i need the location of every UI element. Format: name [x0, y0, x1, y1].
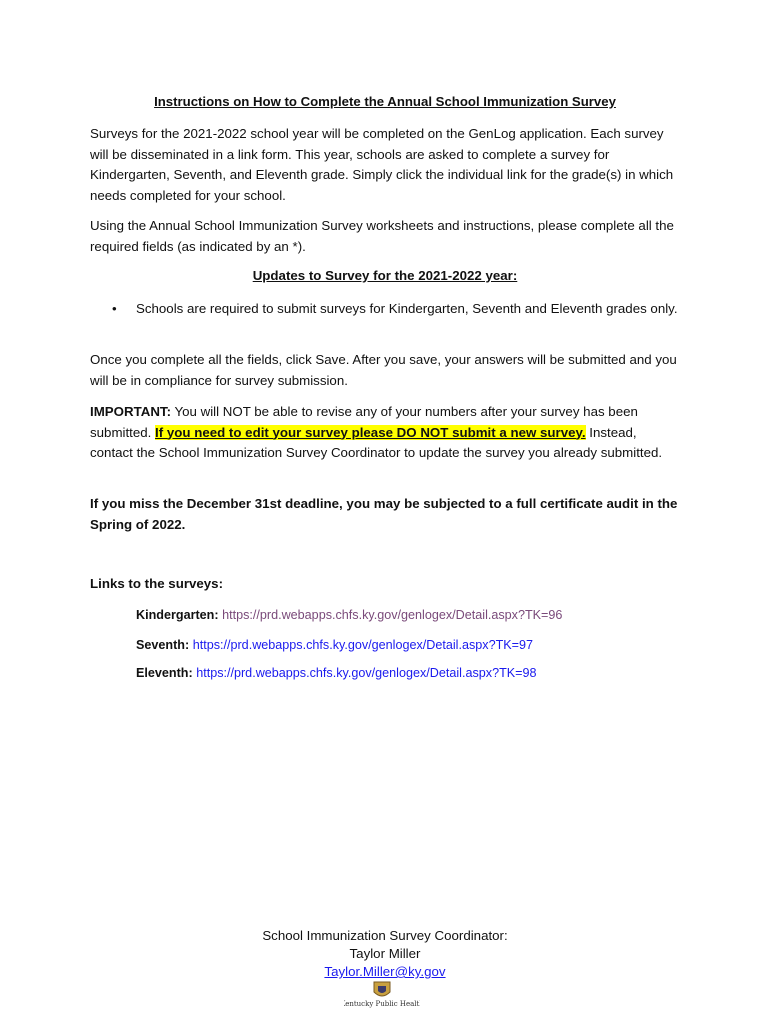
kentucky-public-health-logo: [344, 980, 420, 1012]
links-heading: Links to the surveys:: [90, 576, 224, 591]
seventh-survey-link[interactable]: https://prd.webapps.chfs.ky.gov/genlogex/Detail.aspx?TK=97: [192, 638, 534, 652]
worksheet-paragraph: Using the Annual School Immunization Survey worksheets and instructions, please complete all the required fields (as indicated by an *).: [90, 218, 674, 254]
link-row-kindergarten: [136, 608, 562, 622]
important-text-before: You will NOT be able to revise any of your numbers after your survey has been submitted.: [90, 404, 638, 440]
deadline-paragraph: If you miss the December 31st deadline, you may be subjected to a full certificate audit in the Spring of 2022.: [90, 496, 678, 532]
coordinator-name: Taylor Miller: [349, 946, 421, 961]
important-label: IMPORTANT:: [90, 404, 172, 419]
updates-heading: Updates to Survey for the 2021-2022 year:: [252, 268, 518, 283]
link-label-eleventh: Eleventh:: [136, 666, 193, 680]
important-highlight: If you need to edit your survey please DO NOT submit a new survey.: [155, 424, 586, 440]
eleventh-survey-link[interactable]: https://prd.webapps.chfs.ky.gov/genlogex/Detail.aspx?TK=98: [196, 666, 537, 680]
logo-text: Kentucky Public Health: [344, 1000, 420, 1008]
important-paragraph: [90, 402, 682, 464]
intro-paragraph: Surveys for the 2021-2022 school year will be completed on the GenLog application. Each survey will be disseminated in a link form. This year, schools are asked to complete a survey for Kindergarten, Seventh, and Eleventh grade. Simply click the individual link for the grade(s) in which needs completed for your school.: [90, 126, 674, 203]
bullet-icon: •: [112, 301, 117, 316]
coordinator-role: School Immunization Survey Coordinator:: [262, 928, 508, 943]
link-row-seventh: [136, 638, 533, 652]
save-paragraph: Once you complete all the fields, click Save. After you save, your answers will be submitted and you will be in compliance for survey submission.: [90, 352, 677, 388]
kindergarten-survey-link[interactable]: https://prd.webapps.chfs.ky.gov/genlogex/Detail.aspx?TK=96: [222, 608, 563, 622]
link-label-kindergarten: Kindergarten:: [136, 608, 219, 622]
important-text-after: Instead, contact the School Immunization Survey Coordinator to update the survey you already submitted.: [90, 424, 663, 460]
link-row-eleventh: [136, 666, 537, 680]
coordinator-email-link[interactable]: Taylor.Miller@ky.gov: [324, 964, 446, 979]
bullet-item: Schools are required to submit surveys for Kindergarten, Seventh and Eleventh grades only.: [136, 301, 678, 316]
document-title: Instructions on How to Complete the Annual School Immunization Survey: [154, 94, 616, 109]
coordinator-email-row: [0, 962, 770, 982]
link-label-seventh: Seventh:: [136, 638, 190, 652]
